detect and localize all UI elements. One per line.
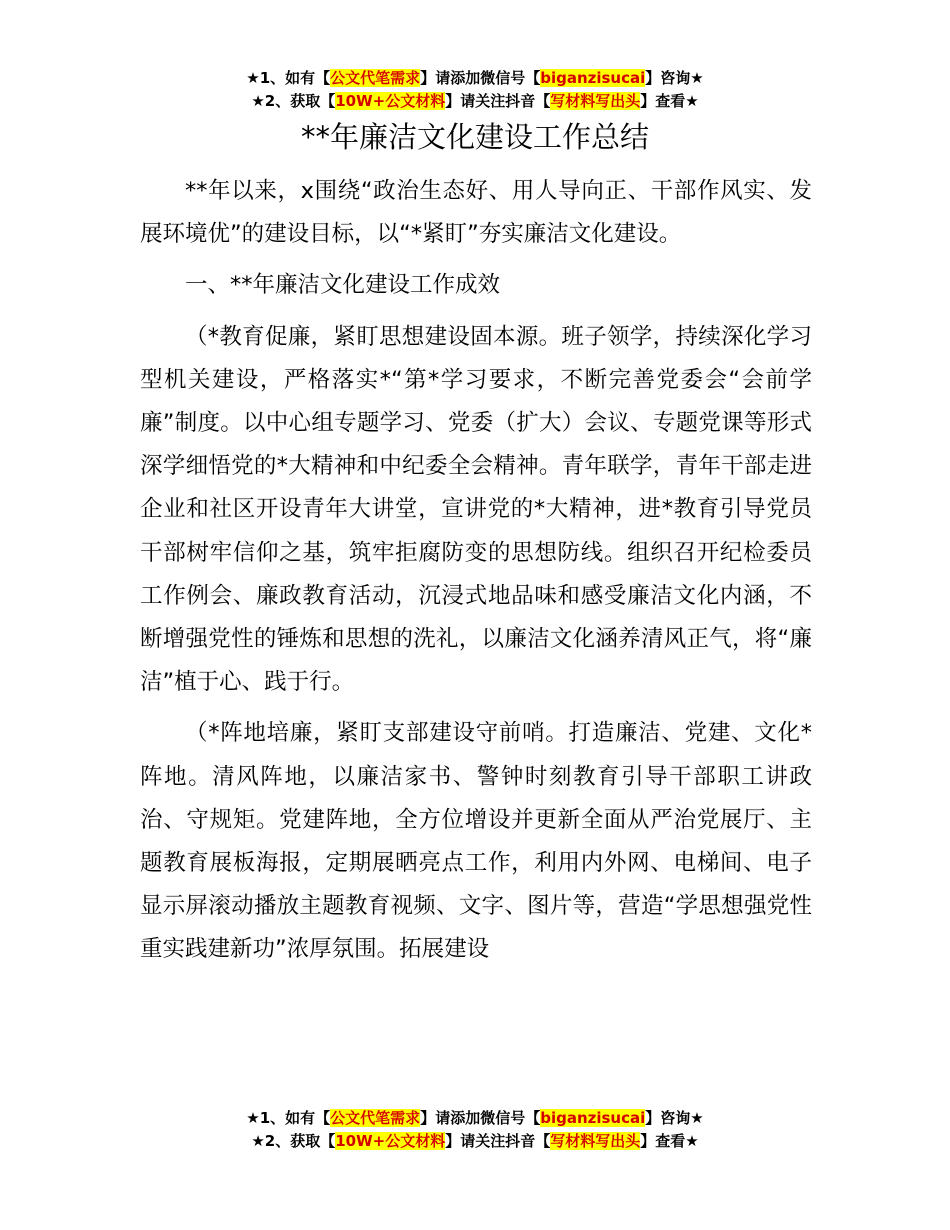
promo-highlight: 写材料写出头 bbox=[550, 92, 641, 110]
promo-text: ★1、如有【 bbox=[246, 1109, 331, 1127]
section-heading: 一、**年廉洁文化建设工作成效 bbox=[185, 272, 501, 299]
promo-text: 】请关注抖音【 bbox=[445, 1132, 551, 1150]
promo-banner-top bbox=[0, 67, 950, 113]
promo-text: ★1、如有【 bbox=[246, 69, 331, 87]
promo-highlight: biganzisucai bbox=[540, 69, 646, 87]
promo-text: ★2、获取【 bbox=[251, 92, 336, 110]
body-paragraph: （*教育促廉，紧盯思想建设固本源。班子领学，持续深化学习型机关建设，严格落实*“第*学习要求，不断完善党委会“会前学廉”制度。以中心组专题学习、党委（扩大）会议、专题党课等形式深学细悟党的*大精神和中纪委全会精神。青年联学，青年干部走进企业和社区开设青年大讲堂，宣讲党的*大精神，进*教育引导党员干部树牢信仰之基，筑牢拒腐防变的思想防线。组织召开纪检委员工作例会、廉政教育活动，沉浸式地品味和感受廉洁文化内涵，不断增强党性的锤炼和思想的洗礼，以廉洁文化涵养清风正气，将“廉洁”植于心、践于行。 bbox=[140, 323, 812, 696]
promo-line-2 bbox=[0, 90, 950, 113]
promo-highlight: biganzisucai bbox=[540, 1109, 646, 1127]
promo-text: 】咨询★ bbox=[645, 1109, 704, 1127]
promo-text: 】请添加微信号【 bbox=[420, 69, 541, 87]
promo-line-1 bbox=[0, 67, 950, 90]
promo-highlight: 公文代笔需求 bbox=[330, 1109, 421, 1127]
promo-highlight: 10W+公文材料 bbox=[335, 1132, 446, 1150]
promo-line-2 bbox=[0, 1130, 950, 1153]
promo-highlight: 10W+公文材料 bbox=[335, 92, 446, 110]
body-paragraph: （*阵地培廉，紧盯支部建设守前哨。打造廉洁、党建、文化*阵地。清风阵地，以廉洁家书、警钟时刻教育引导干部职工讲政治、守规矩。党建阵地，全方位增设并更新全面从严治党展厅、主题教育展板海报，定期展晒亮点工作，利用内外网、电梯间、电子显示屏滚动播放主题教育视频、文字、图片等，营造“学思想强党性重实践建新功”浓厚氛围。拓展建设 bbox=[140, 720, 812, 963]
promo-text: ★2、获取【 bbox=[251, 1132, 336, 1150]
document-title: **年廉洁文化建设工作总结 bbox=[300, 120, 649, 154]
promo-highlight: 公文代笔需求 bbox=[330, 69, 421, 87]
promo-text: 】请添加微信号【 bbox=[420, 1109, 541, 1127]
promo-text: 】请关注抖音【 bbox=[445, 92, 551, 110]
promo-text: 】咨询★ bbox=[645, 69, 704, 87]
document-body bbox=[140, 170, 812, 972]
promo-highlight: 写材料写出头 bbox=[550, 1132, 641, 1150]
promo-banner-bottom bbox=[0, 1107, 950, 1153]
promo-text: 】查看★ bbox=[640, 92, 699, 110]
intro-paragraph: **年以来，x围绕“政治生态好、用人导向正、干部作风实、发展环境优”的建设目标，以“*紧盯”夯实廉洁文化建设。 bbox=[140, 178, 812, 248]
promo-line-1 bbox=[0, 1107, 950, 1130]
promo-text: 】查看★ bbox=[640, 1132, 699, 1150]
